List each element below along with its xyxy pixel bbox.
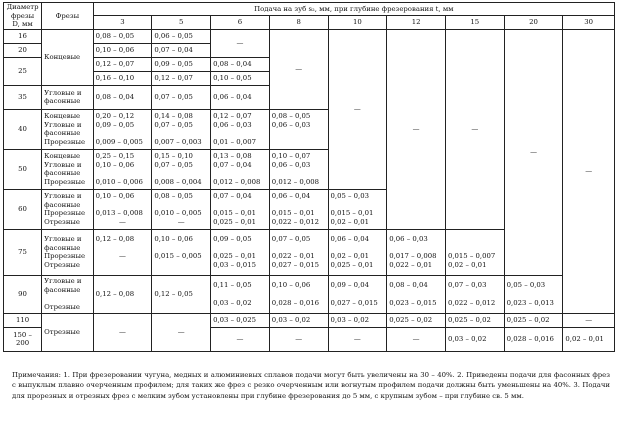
value-cell: 0,09 – 0,05: [152, 57, 211, 71]
value-cell: 0,12 – 0,08 —: [93, 229, 152, 275]
value-cell: 0,08 – 0,04: [211, 57, 270, 71]
diameter-cell: 150 – 200: [4, 327, 42, 351]
feed-table: [3, 2, 615, 352]
diameter-header: Диаметр фрезы D, мм: [4, 3, 42, 30]
depth-header-20: 20: [504, 16, 563, 29]
value-cell: 0,06 – 0,04 0,02 – 0,01 0,025 – 0,01: [328, 229, 387, 275]
diameter-cell: 110: [4, 313, 42, 327]
diameter-cell: 35: [4, 85, 42, 109]
value-cell: 0,12 – 0,08: [93, 275, 152, 313]
diameter-cell: 50: [4, 149, 42, 189]
feed-header: Подача на зуб s₂, мм, при глубине фрезерования t, мм: [93, 3, 614, 16]
diameter-cell: 25: [4, 57, 42, 85]
table-row: [4, 313, 615, 327]
value-cell: 0,09 – 0,05 0,025 – 0,01 0,03 – 0,015: [211, 229, 270, 275]
dash-cell: —: [387, 327, 446, 351]
value-cell: 0,15 – 0,10 0,07 – 0,05 0,008 – 0,004: [152, 149, 211, 189]
dash-cell: —: [93, 313, 152, 351]
depth-header-30: 30: [563, 16, 615, 29]
value-cell: 0,028 – 0,016: [504, 327, 563, 351]
dash-cell: —: [445, 29, 504, 229]
value-cell: 0,02 – 0,01: [563, 327, 615, 351]
value-cell: 0,10 – 0,06 0,013 – 0,008 —: [93, 189, 152, 229]
value-cell: 0,08 – 0,04: [93, 85, 152, 109]
diameter-cell: 75: [4, 229, 42, 275]
depth-header-12: 12: [387, 16, 446, 29]
value-cell: 0,06 – 0,03 0,017 – 0,008 0,022 – 0,01: [387, 229, 446, 275]
value-cell: 0,025 – 0,02: [445, 313, 504, 327]
value-cell: 0,08 – 0,05 0,06 – 0,03: [269, 109, 328, 149]
value-cell: 0,03 – 0,02: [269, 313, 328, 327]
value-cell: 0,06 – 0,04 0,015 – 0,01 0,022 – 0,012: [269, 189, 328, 229]
value-cell: —: [211, 29, 270, 57]
dash-cell: —: [328, 29, 387, 189]
value-cell: 0,07 – 0,05 0,022 – 0,01 0,027 – 0,015: [269, 229, 328, 275]
mill-type-cell: Концевые: [42, 29, 94, 85]
value-cell: 0,09 – 0,04 0,027 – 0,015: [328, 275, 387, 313]
value-cell: 0,08 – 0,04 0,023 – 0,015: [387, 275, 446, 313]
diameter-cell: 60: [4, 189, 42, 229]
depth-header-5: 5: [152, 16, 211, 29]
value-cell: 0,025 – 0,02: [387, 313, 446, 327]
depth-header-6: 6: [211, 16, 270, 29]
dash-cell: —: [328, 327, 387, 351]
header-row-2: [4, 16, 615, 29]
diameter-cell: 20: [4, 43, 42, 57]
diameter-cell: 40: [4, 109, 42, 149]
value-cell: 0,07 – 0,04: [152, 43, 211, 57]
value-cell: 0,10 – 0,07 0,06 – 0,03 0,012 – 0,008: [269, 149, 328, 189]
value-cell: 0,015 – 0,007 0,02 – 0,01: [445, 229, 504, 275]
dash-cell: —: [269, 29, 328, 109]
table-notes: Примечания: 1. При фрезеровании чугуна, медных и алюминиевых сплавов подачи могут быть увеличены на 30 – 40%. 2. Приведены подачи для фасонных фрез с выпуклым плавно очерченным профилем; для таких же фрез с резко очерченным или вогнутым профилем подачи должны быть уменьшены на 40%. 3. Подачи для прорезных и отрезных фрез с мелким зубом установлены при глубине фрезерования до 5 мм, с крупным зубом – при глубине св. 5 мм.: [12, 371, 610, 400]
value-cell: 0,06 – 0,05: [152, 29, 211, 43]
mill-type-cell: Концевые Угловые и фасонные Прорезные: [42, 109, 94, 149]
value-cell: 0,03 – 0,02: [328, 313, 387, 327]
value-cell: 0,12 – 0,07 0,06 – 0,03 0,01 – 0,007: [211, 109, 270, 149]
table-row: [4, 29, 615, 43]
value-cell: 0,12 – 0,05: [152, 275, 211, 313]
dash-cell: —: [387, 29, 446, 229]
value-cell: 0,12 – 0,07: [93, 57, 152, 71]
value-cell: 0,06 – 0,04: [211, 85, 270, 109]
value-cell: 0,07 – 0,03 0,022 – 0,012: [445, 275, 504, 313]
value-cell: 0,12 – 0,07: [152, 71, 211, 85]
value-cell: 0,03 – 0,025: [211, 313, 270, 327]
value-cell: 0,10 – 0,05: [211, 71, 270, 85]
value-cell: 0,05 – 0,03 0,023 – 0,013: [504, 275, 563, 313]
depth-header-10: 10: [328, 16, 387, 29]
header-row-1: [4, 3, 615, 16]
diameter-cell: 90: [4, 275, 42, 313]
value-cell: 0,11 – 0,05 0,03 – 0,02: [211, 275, 270, 313]
depth-header-15: 15: [445, 16, 504, 29]
depth-header-8: 8: [269, 16, 328, 29]
dash-cell: —: [504, 29, 563, 275]
value-cell: 0,14 – 0,08 0,07 – 0,05 0,007 – 0,003: [152, 109, 211, 149]
dash-cell: —: [152, 313, 211, 351]
value-cell: 0,03 – 0,02: [445, 327, 504, 351]
mill-type-cell: Концевые Угловые и фасонные Прорезные: [42, 149, 94, 189]
value-cell: 0,10 – 0,06 0,015 – 0,005: [152, 229, 211, 275]
value-cell: 0,08 – 0,05 0,010 – 0,005 —: [152, 189, 211, 229]
value-cell: 0,16 – 0,10: [93, 71, 152, 85]
dash-cell: —: [563, 29, 615, 313]
diameter-cell: 16: [4, 29, 42, 43]
dash-cell: —: [563, 313, 615, 327]
value-cell: 0,08 – 0,05: [93, 29, 152, 43]
mill-type-cell: Отрезные: [42, 313, 94, 351]
mill-type-header: Фрезы: [42, 3, 94, 30]
value-cell: 0,13 – 0,08 0,07 – 0,04 0,012 – 0,008: [211, 149, 270, 189]
value-cell: 0,05 – 0,03 0,015 – 0,01 0,02 – 0,01: [328, 189, 387, 229]
value-cell: 0,07 – 0,04 0,015 – 0,01 0,025 – 0,01: [211, 189, 270, 229]
mill-type-cell: Угловые и фасонные Прорезные Отрезные: [42, 189, 94, 229]
dash-cell: —: [269, 327, 328, 351]
feed-table-container: [3, 2, 615, 359]
depth-header-3: 3: [93, 16, 152, 29]
dash-cell: —: [211, 327, 270, 351]
value-cell: 0,20 – 0,12 0,09 – 0,05 0,009 – 0,005: [93, 109, 152, 149]
table-row: [4, 275, 615, 313]
value-cell: 0,025 – 0,02: [504, 313, 563, 327]
value-cell: 0,10 – 0,06 0,028 – 0,016: [269, 275, 328, 313]
mill-type-cell: Угловые и фасонные Прорезные Отрезные: [42, 229, 94, 275]
value-cell: 0,07 – 0,05: [152, 85, 211, 109]
mill-type-cell: Угловые и фасонные: [42, 85, 94, 109]
value-cell: 0,25 – 0,15 0,10 – 0,06 0,010 – 0,006: [93, 149, 152, 189]
value-cell: 0,10 – 0,06: [93, 43, 152, 57]
mill-type-cell: Угловые и фасонные Отрезные: [42, 275, 94, 313]
